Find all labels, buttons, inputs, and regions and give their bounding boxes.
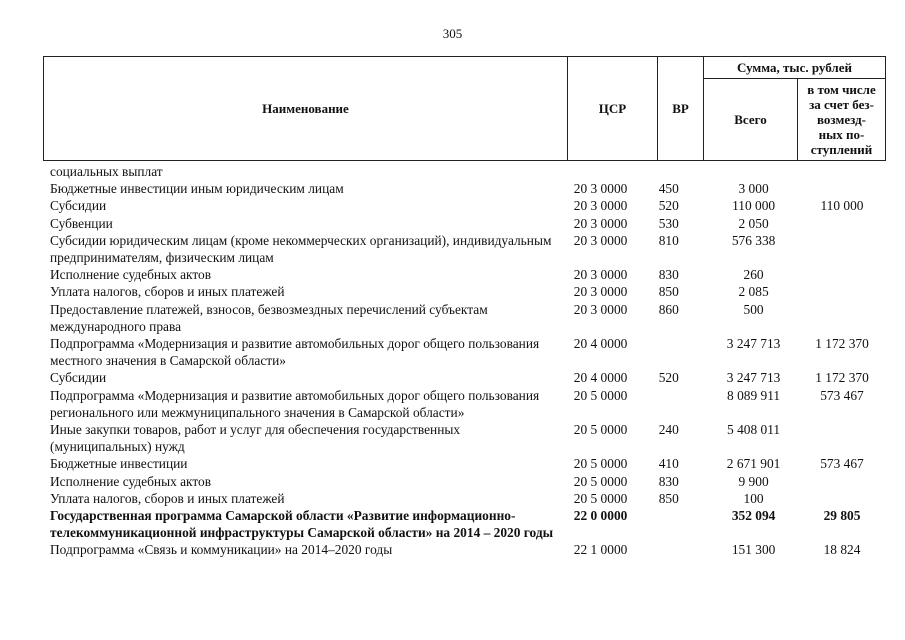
row-csr: 22 0 0000 (573, 508, 628, 524)
row-csr: 20 4 0000 (573, 370, 628, 386)
row-csr: 20 3 0000 (573, 215, 628, 231)
table-row (50, 197, 885, 214)
row-vr: 830 (658, 267, 679, 283)
row-name: Подпрограмма «Модернизация и развитие автомобильных дорог общего пользования местного значения в Самарской области» (50, 336, 540, 369)
row-total: 2 671 901 (726, 456, 781, 472)
row-csr: 20 3 0000 (573, 232, 628, 248)
row-free (799, 490, 885, 507)
row-vr: 410 (658, 456, 679, 472)
row-csr: 20 5 0000 (573, 456, 628, 472)
row-free: 110 000 (820, 198, 864, 214)
row-csr: 20 3 0000 (573, 181, 628, 197)
row-total: 110 000 (732, 198, 776, 214)
row-csr: 20 3 0000 (573, 301, 628, 317)
row-total: 352 094 (731, 508, 776, 524)
row-total: 100 (743, 490, 764, 506)
row-vr: 240 (658, 422, 679, 438)
row-name: Исполнение судебных актов (50, 473, 212, 489)
row-free: 29 805 (823, 508, 861, 524)
row-name: Уплата налогов, сборов и иных платежей (50, 284, 285, 300)
row-name: Исполнение судебных актов (50, 267, 212, 283)
table-row (50, 369, 885, 386)
table-row (50, 215, 885, 232)
row-free (799, 283, 885, 300)
row-csr: 20 4 0000 (573, 336, 628, 352)
row-total: 9 900 (738, 473, 769, 489)
row-vr: 520 (658, 198, 679, 214)
row-free: 1 172 370 (815, 336, 869, 352)
table-header (43, 56, 886, 161)
row-free (799, 421, 885, 455)
row-free: 18 824 (823, 542, 861, 558)
row-name: Подпрограмма «Связь и коммуникации» на 2014–2020 годы (50, 542, 393, 558)
row-name: Субсидии юридическим лицам (кроме некоммерческих организаций), индивидуальным предпринимателям, физическим лицам (50, 232, 552, 266)
row-total (708, 163, 799, 180)
row-total: 5 408 011 (727, 422, 781, 438)
row-name: Бюджетные инвестиции (50, 456, 188, 472)
row-name: Субвенции (50, 215, 113, 231)
table-row (50, 455, 885, 472)
row-free (799, 232, 885, 266)
row-vr: 530 (658, 215, 679, 231)
row-total: 500 (743, 301, 764, 317)
row-total: 576 338 (731, 232, 776, 248)
row-free: 573 467 (820, 456, 864, 472)
row-csr (574, 163, 659, 180)
row-name: Предоставление платежей, взносов, безвозмездных перечислений субъектам международного права (50, 301, 488, 334)
row-vr: 450 (658, 181, 679, 197)
row-vr (659, 541, 708, 558)
row-csr: 20 3 0000 (573, 267, 628, 283)
table-body (50, 163, 885, 559)
row-name: Государственная программа Самарской области «Развитие информационно-телекоммуникационной инфраструктуры Самарской области» на 2014 – 2020 годы (50, 508, 554, 541)
page-number: 305 (442, 26, 463, 41)
row-free (799, 163, 885, 180)
row-total: 8 089 911 (727, 387, 781, 403)
table-row (50, 507, 885, 541)
row-csr: 20 3 0000 (573, 198, 628, 214)
table-row (50, 541, 885, 558)
row-name: Уплата налогов, сборов и иных платежей (50, 490, 285, 506)
row-total: 2 050 (738, 215, 769, 231)
row-free (799, 473, 885, 490)
row-csr: 20 5 0000 (573, 422, 628, 438)
row-free: 1 172 370 (815, 370, 869, 386)
header-free: в том числе за счет без- возмезд- ных по- ступлений (798, 79, 886, 161)
table-row (50, 283, 885, 300)
table-row (50, 473, 885, 490)
row-name: Бюджетные инвестиции иным юридическим лицам (50, 181, 344, 197)
row-free (799, 301, 885, 335)
row-total: 2 085 (738, 284, 769, 300)
row-name: Подпрограмма «Модернизация и развитие автомобильных дорог общего пользования регионального или межмуниципального значения в Самарской области» (50, 387, 540, 420)
row-free: 573 467 (820, 387, 864, 403)
row-csr: 20 5 0000 (573, 490, 628, 506)
row-csr: 20 5 0000 (573, 473, 628, 489)
row-name: Субсидии (50, 370, 107, 386)
row-csr: 22 1 0000 (573, 542, 628, 558)
row-name: Субсидии (50, 198, 107, 214)
row-vr: 830 (658, 473, 679, 489)
row-csr: 20 5 0000 (573, 387, 628, 403)
row-vr: 850 (658, 490, 679, 506)
table-row (50, 335, 885, 369)
row-name: Иные закупки товаров, работ и услуг для обеспечения государственных (муниципальных) нужд (50, 422, 461, 455)
row-vr (659, 335, 708, 369)
header-sum: Сумма, тыс. рублей (704, 57, 886, 79)
table-row (50, 301, 885, 335)
table-row (50, 163, 885, 180)
row-name: социальных выплат (50, 164, 163, 179)
row-total: 3 247 713 (726, 336, 781, 352)
table-row (50, 490, 885, 507)
table-row (50, 421, 885, 455)
row-total: 3 000 (738, 181, 769, 197)
table-row (50, 266, 885, 283)
row-vr: 520 (658, 370, 679, 386)
row-vr (659, 507, 708, 541)
row-total: 3 247 713 (726, 370, 781, 386)
table-row (50, 180, 885, 197)
row-free (799, 215, 885, 232)
row-total: 151 300 (731, 542, 776, 558)
row-free (799, 266, 885, 283)
header-vr: ВР (658, 57, 704, 161)
row-vr: 860 (658, 301, 679, 317)
header-name: Наименование (44, 57, 568, 161)
row-free (799, 180, 885, 197)
row-csr: 20 3 0000 (573, 284, 628, 300)
row-vr (659, 163, 708, 180)
row-vr: 850 (658, 284, 679, 300)
header-csr: ЦСР (568, 57, 658, 161)
row-total: 260 (743, 267, 764, 283)
row-vr: 810 (658, 232, 679, 248)
header-total: Всего (704, 79, 798, 161)
table-row (50, 232, 885, 266)
table-row (50, 387, 885, 421)
row-vr (659, 387, 708, 421)
